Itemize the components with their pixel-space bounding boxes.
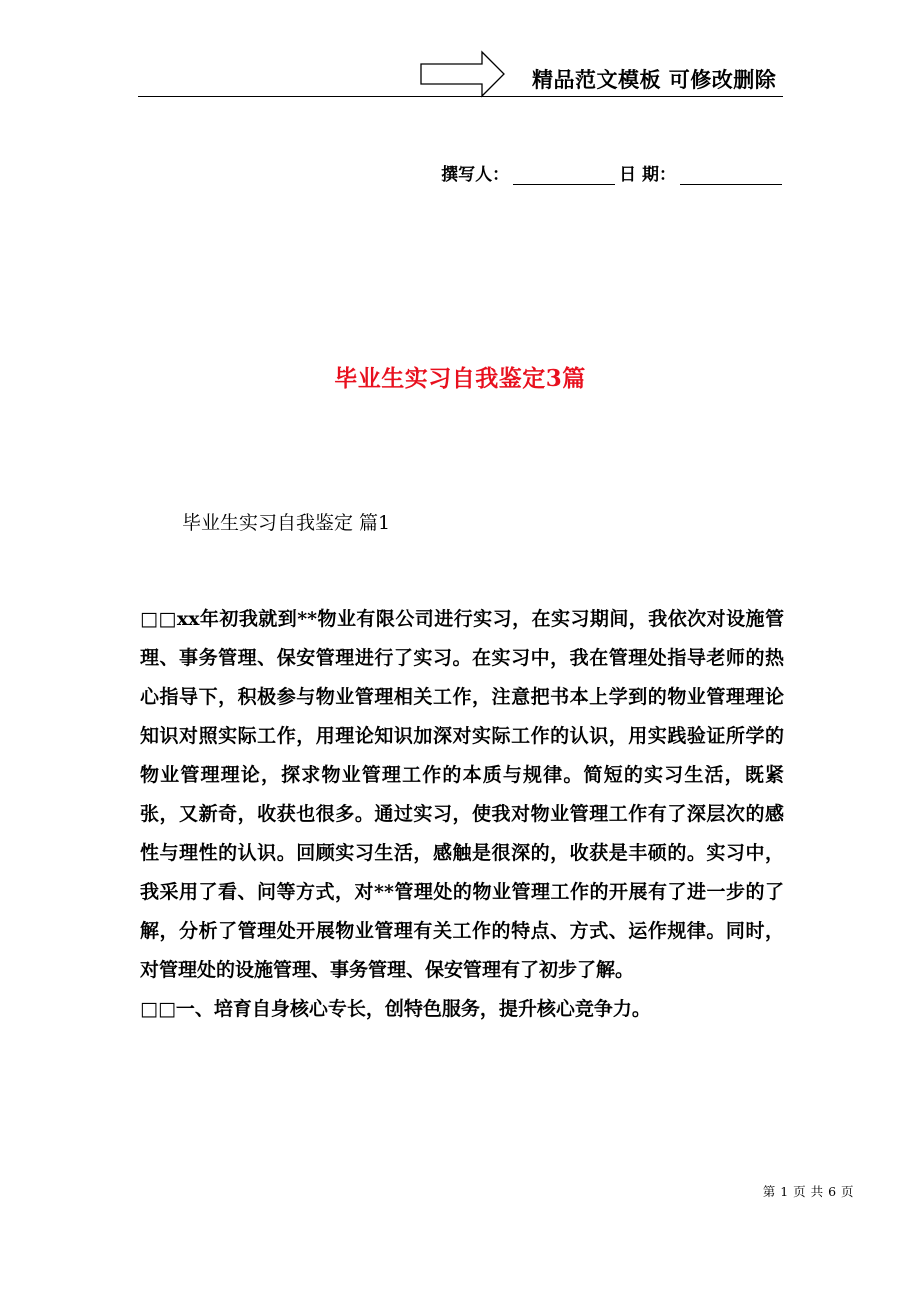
paragraph-2: □□一、培育自身核心专长，创特色服务，提升核心竞争力。 [140, 998, 651, 1020]
header-divider [138, 96, 783, 97]
paragraph-1: □□xx年初我就到**物业有限公司进行实习，在实习期间，我依次对设施管理、事务管理、保安管理进行了实习。在实习中，我在管理处指导老师的热心指导下，积极参与物业管理相关工作，注意把书本上学到的物业管理理论知识对照实际工作，用理论知识加深对实际工作的认识，用实践验证所学的物业管理理论，探求物业管理工作的本质与规律。简短的实习生活，既紧张，又新奇，收获也很多。通过实习，使我对物业管理工作有了深层次的感性与理性的认识。回顾实习生活，感触是很深的，收获是丰硕的。实习中，我采用了看、问等方式，对**管理处的物业管理工作的开展有了进一步的了解，分析了管理处开展物业管理有关工作的特点、方式、运作规律。同时，对管理处的设施管理、事务管理、保安管理有了初步了解。 [140, 608, 784, 981]
section-heading: 毕业生实习自我鉴定 篇1 [182, 512, 391, 534]
author-date-line [441, 160, 782, 185]
document-title: 毕业生实习自我鉴定3篇 [334, 365, 586, 392]
header-label: 精品范文模板 可修改删除 [532, 67, 777, 92]
author-blank [513, 165, 615, 185]
body-text [140, 600, 784, 1029]
date-label: 日 期： [619, 165, 676, 185]
author-label: 撰写人： [441, 165, 510, 185]
right-arrow-outline-icon [420, 50, 506, 98]
page-number: 第 1 页 共 6 页 [762, 1184, 854, 1199]
date-blank [680, 165, 782, 185]
